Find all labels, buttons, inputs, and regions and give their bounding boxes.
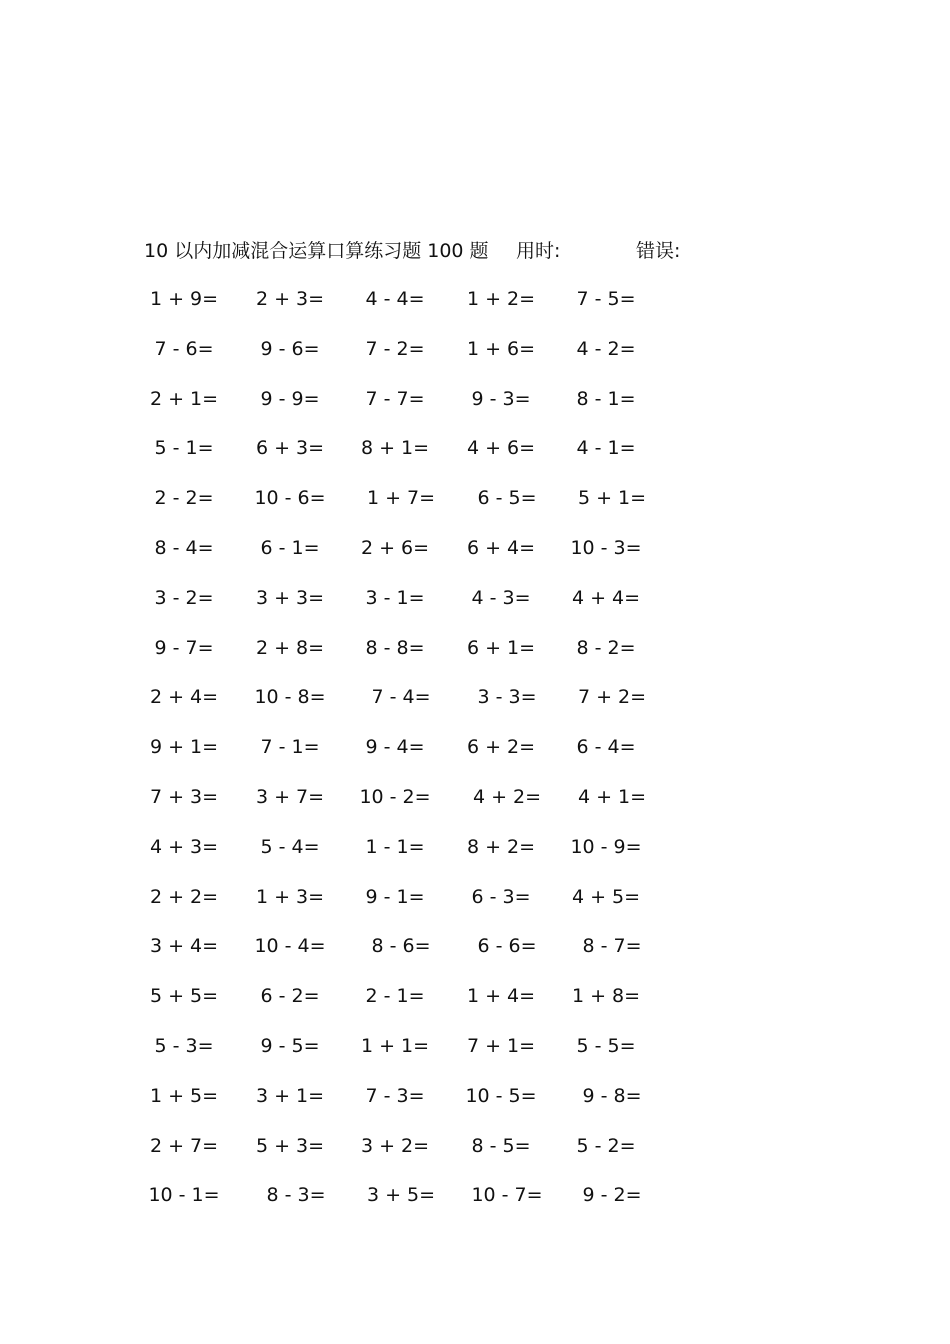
problem-row [0,683,950,733]
math-problem: 3 + 3= [255,586,325,609]
math-problem: 4 - 1= [576,437,636,460]
math-problem: 8 - 5= [471,1134,531,1157]
math-problem: 3 + 1= [255,1084,325,1107]
math-problem: 6 + 3= [255,437,325,460]
math-problem: 1 + 6= [466,337,536,360]
math-problem: 6 - 2= [260,985,320,1008]
math-problem: 8 - 3= [266,1184,326,1207]
problem-row [0,534,950,584]
math-problem: 1 + 2= [466,288,536,310]
math-problem: 9 - 1= [365,885,425,908]
math-problem: 1 + 1= [360,1034,430,1057]
math-problem: 7 - 3= [365,1084,425,1107]
math-problem: 10 - 5= [465,1084,537,1107]
problem-row [0,733,950,783]
math-problem: 7 - 1= [260,736,320,759]
math-problem: 2 + 1= [149,387,219,410]
math-problem: 3 + 5= [366,1184,436,1207]
math-problem: 9 - 9= [260,387,320,410]
math-problem: 7 - 2= [365,337,425,360]
math-problem: 2 + 4= [149,686,219,709]
math-problem: 6 - 3= [471,885,531,908]
problem-row [0,385,950,435]
math-problem: 6 - 1= [260,536,320,559]
math-problem: 7 - 5= [576,288,636,310]
math-problem: 5 + 1= [577,487,647,510]
problem-row [0,1132,950,1182]
problem-row [0,1032,950,1082]
math-problem: 5 - 5= [576,1034,636,1057]
math-problem: 1 + 8= [571,985,641,1008]
worksheet-title: 10 以内加减混合运算口算练习题 100 题 [144,240,489,262]
math-problem: 9 - 4= [365,736,425,759]
math-problem: 9 - 2= [582,1184,642,1207]
math-problem: 1 + 5= [149,1084,219,1107]
math-problem: 7 + 1= [466,1034,536,1057]
math-problem: 6 - 4= [576,736,636,759]
problem-row [0,783,950,833]
math-problem: 2 + 7= [149,1134,219,1157]
math-problem: 3 - 3= [477,686,537,709]
math-problem: 10 - 9= [570,835,642,858]
math-problem: 2 + 6= [360,536,430,559]
problem-row [0,1181,950,1231]
math-problem: 7 - 6= [154,337,214,360]
math-problem: 10 - 8= [254,686,326,709]
math-problem: 8 - 1= [576,387,636,410]
math-problem: 1 + 4= [466,985,536,1008]
math-problem: 5 - 3= [154,1034,214,1057]
worksheet-header [144,236,844,264]
math-problem: 4 - 2= [576,337,636,360]
math-problem: 7 + 2= [577,686,647,709]
problem-row [0,1082,950,1132]
math-problem: 6 + 2= [466,736,536,759]
math-problem: 6 + 1= [466,636,536,659]
math-problem: 7 + 3= [149,785,219,808]
math-problem: 1 + 7= [366,487,436,510]
math-problem: 8 - 8= [365,636,425,659]
math-problem: 1 + 9= [149,288,219,310]
math-problem: 1 - 1= [365,835,425,858]
math-problem: 9 - 6= [260,337,320,360]
problem-row [0,434,950,484]
math-problem: 10 - 3= [570,536,642,559]
math-problem: 5 + 3= [255,1134,325,1157]
math-problem: 6 - 6= [477,935,537,958]
math-problem: 9 + 1= [149,736,219,759]
math-problem: 8 - 4= [154,536,214,559]
math-problem: 10 - 6= [254,487,326,510]
problem-row [0,883,950,933]
math-problem: 10 - 7= [471,1184,543,1207]
problem-row [0,335,950,385]
math-problem: 4 - 4= [365,288,425,310]
math-problem: 9 - 7= [154,636,214,659]
math-problem: 8 + 1= [360,437,430,460]
problem-row [0,484,950,534]
problem-row [0,833,950,883]
math-problem: 5 - 1= [154,437,214,460]
math-problem: 2 + 3= [255,288,325,310]
math-problem: 3 - 2= [154,586,214,609]
math-problem: 10 - 4= [254,935,326,958]
math-problem: 7 - 7= [365,387,425,410]
math-problem: 4 + 3= [149,835,219,858]
math-problem: 10 - 2= [359,785,431,808]
math-problem: 3 + 2= [360,1134,430,1157]
math-problem: 4 - 3= [471,586,531,609]
problem-grid [0,285,950,1231]
math-problem: 10 - 1= [148,1184,220,1207]
math-problem: 7 - 4= [371,686,431,709]
math-problem: 8 - 6= [371,935,431,958]
errors-label: 错误: [636,240,681,262]
math-problem: 4 + 1= [577,785,647,808]
math-problem: 2 - 1= [365,985,425,1008]
math-problem: 5 + 5= [149,985,219,1008]
problem-row [0,634,950,684]
math-problem: 3 - 1= [365,586,425,609]
math-problem: 2 + 8= [255,636,325,659]
math-problem: 9 - 5= [260,1034,320,1057]
math-problem: 8 - 2= [576,636,636,659]
math-problem: 9 - 8= [582,1084,642,1107]
math-problem: 8 - 7= [582,935,642,958]
math-problem: 4 + 4= [571,586,641,609]
math-problem: 6 - 5= [477,487,537,510]
problem-row [0,584,950,634]
math-problem: 5 - 4= [260,835,320,858]
math-problem: 4 + 2= [472,785,542,808]
math-problem: 9 - 3= [471,387,531,410]
problem-row [0,285,950,335]
math-problem: 2 - 2= [154,487,214,510]
math-problem: 3 + 7= [255,785,325,808]
math-problem: 3 + 4= [149,935,219,958]
math-problem: 2 + 2= [149,885,219,908]
math-problem: 8 + 2= [466,835,536,858]
math-problem: 4 + 6= [466,437,536,460]
problem-row [0,982,950,1032]
problem-row [0,932,950,982]
math-problem: 4 + 5= [571,885,641,908]
math-problem: 6 + 4= [466,536,536,559]
time-used-label: 用时: [516,240,561,262]
math-problem: 1 + 3= [255,885,325,908]
math-problem: 5 - 2= [576,1134,636,1157]
